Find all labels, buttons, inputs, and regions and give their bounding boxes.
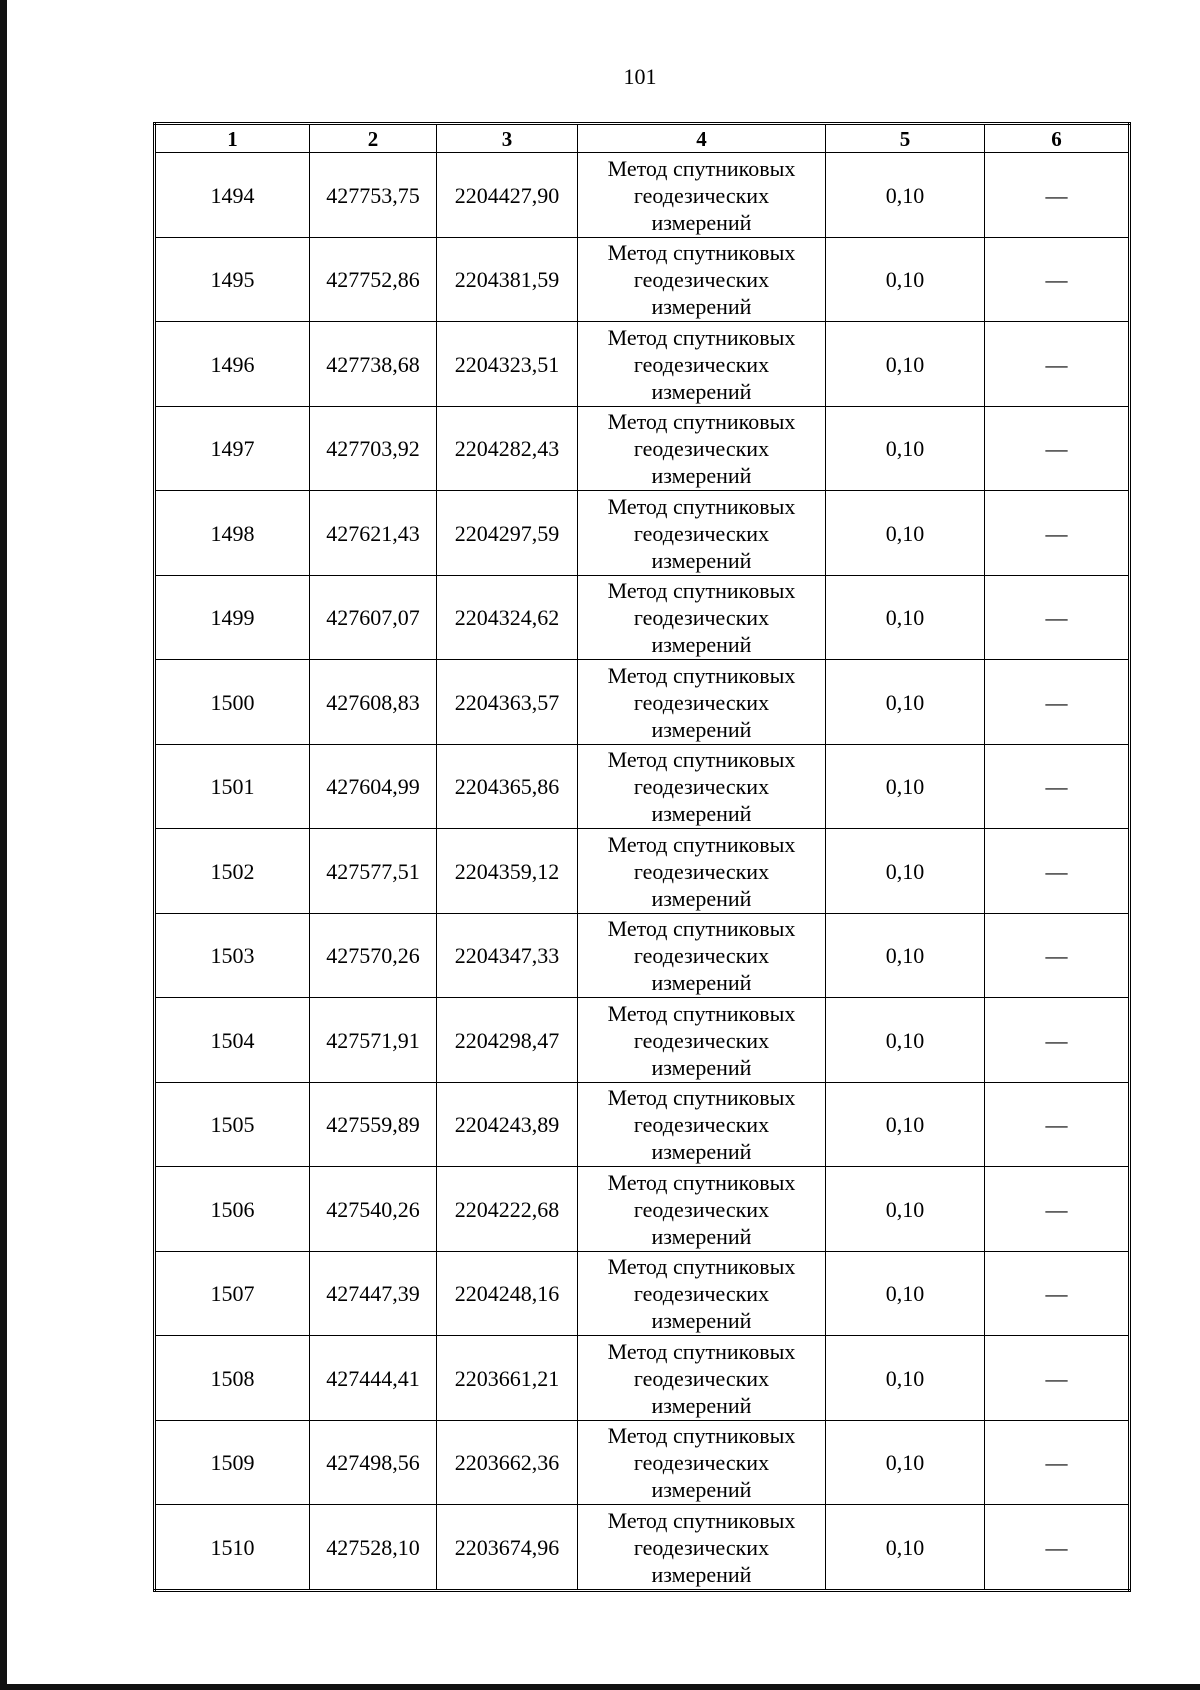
x-coordinate-cell: 427444,41 bbox=[310, 1336, 437, 1421]
note-cell: — bbox=[985, 1505, 1130, 1591]
y-coordinate-cell: 2204324,62 bbox=[437, 576, 578, 660]
x-coordinate-cell: 427577,51 bbox=[310, 829, 437, 914]
accuracy-cell: 0,10 bbox=[826, 829, 985, 914]
page-number: 101 bbox=[623, 64, 657, 89]
table-row bbox=[155, 998, 1130, 1083]
header-cell: 3 bbox=[437, 124, 578, 153]
note-cell: — bbox=[985, 914, 1130, 998]
scan-edge-bottom bbox=[0, 1684, 1200, 1690]
table-row bbox=[155, 660, 1130, 745]
point-number-cell: 1501 bbox=[155, 745, 310, 829]
accuracy-cell: 0,10 bbox=[826, 153, 985, 238]
point-number-cell: 1497 bbox=[155, 407, 310, 491]
method-cell: Метод спутниковых геодезических измерений bbox=[578, 660, 826, 745]
note-cell: — bbox=[985, 322, 1130, 407]
method-cell: Метод спутниковых геодезических измерений bbox=[578, 1083, 826, 1167]
accuracy-cell: 0,10 bbox=[826, 1252, 985, 1336]
method-cell: Метод спутниковых геодезических измерений bbox=[578, 238, 826, 322]
point-number-cell: 1507 bbox=[155, 1252, 310, 1336]
method-cell: Метод спутниковых геодезических измерений bbox=[578, 1167, 826, 1252]
accuracy-cell: 0,10 bbox=[826, 576, 985, 660]
table-row bbox=[155, 1083, 1130, 1167]
accuracy-cell: 0,10 bbox=[826, 745, 985, 829]
point-number-cell: 1510 bbox=[155, 1505, 310, 1591]
note-cell: — bbox=[985, 998, 1130, 1083]
header-cell: 6 bbox=[985, 124, 1130, 153]
method-cell: Метод спутниковых геодезических измерений bbox=[578, 998, 826, 1083]
method-cell: Метод спутниковых геодезических измерений bbox=[578, 1252, 826, 1336]
x-coordinate-cell: 427621,43 bbox=[310, 491, 437, 576]
y-coordinate-cell: 2204248,16 bbox=[437, 1252, 578, 1336]
y-coordinate-cell: 2203662,36 bbox=[437, 1421, 578, 1505]
table-row bbox=[155, 491, 1130, 576]
accuracy-cell: 0,10 bbox=[826, 322, 985, 407]
note-cell: — bbox=[985, 1083, 1130, 1167]
table-row bbox=[155, 1336, 1130, 1421]
table-row bbox=[155, 1505, 1130, 1591]
point-number-cell: 1509 bbox=[155, 1421, 310, 1505]
header-cell: 4 bbox=[578, 124, 826, 153]
x-coordinate-cell: 427753,75 bbox=[310, 153, 437, 238]
note-cell: — bbox=[985, 576, 1130, 660]
x-coordinate-cell: 427570,26 bbox=[310, 914, 437, 998]
y-coordinate-cell: 2204298,47 bbox=[437, 998, 578, 1083]
accuracy-cell: 0,10 bbox=[826, 914, 985, 998]
point-number-cell: 1498 bbox=[155, 491, 310, 576]
point-number-cell: 1500 bbox=[155, 660, 310, 745]
table-row bbox=[155, 576, 1130, 660]
accuracy-cell: 0,10 bbox=[826, 660, 985, 745]
y-coordinate-cell: 2204363,57 bbox=[437, 660, 578, 745]
table-row bbox=[155, 1421, 1130, 1505]
x-coordinate-cell: 427703,92 bbox=[310, 407, 437, 491]
point-number-cell: 1505 bbox=[155, 1083, 310, 1167]
y-coordinate-cell: 2204427,90 bbox=[437, 153, 578, 238]
accuracy-cell: 0,10 bbox=[826, 1505, 985, 1591]
y-coordinate-cell: 2203674,96 bbox=[437, 1505, 578, 1591]
y-coordinate-cell: 2203661,21 bbox=[437, 1336, 578, 1421]
accuracy-cell: 0,10 bbox=[826, 1083, 985, 1167]
y-coordinate-cell: 2204243,89 bbox=[437, 1083, 578, 1167]
y-coordinate-cell: 2204365,86 bbox=[437, 745, 578, 829]
accuracy-cell: 0,10 bbox=[826, 1421, 985, 1505]
method-cell: Метод спутниковых геодезических измерений bbox=[578, 914, 826, 998]
note-cell: — bbox=[985, 1167, 1130, 1252]
y-coordinate-cell: 2204381,59 bbox=[437, 238, 578, 322]
y-coordinate-cell: 2204297,59 bbox=[437, 491, 578, 576]
point-number-cell: 1504 bbox=[155, 998, 310, 1083]
x-coordinate-cell: 427571,91 bbox=[310, 998, 437, 1083]
y-coordinate-cell: 2204347,33 bbox=[437, 914, 578, 998]
accuracy-cell: 0,10 bbox=[826, 491, 985, 576]
point-number-cell: 1503 bbox=[155, 914, 310, 998]
method-cell: Метод спутниковых геодезических измерений bbox=[578, 407, 826, 491]
method-cell: Метод спутниковых геодезических измерений bbox=[578, 153, 826, 238]
header-row bbox=[155, 124, 1130, 153]
accuracy-cell: 0,10 bbox=[826, 1167, 985, 1252]
x-coordinate-cell: 427608,83 bbox=[310, 660, 437, 745]
x-coordinate-cell: 427559,89 bbox=[310, 1083, 437, 1167]
x-coordinate-cell: 427498,56 bbox=[310, 1421, 437, 1505]
table-row bbox=[155, 1167, 1130, 1252]
x-coordinate-cell: 427752,86 bbox=[310, 238, 437, 322]
x-coordinate-cell: 427540,26 bbox=[310, 1167, 437, 1252]
method-cell: Метод спутниковых геодезических измерений bbox=[578, 745, 826, 829]
header-cell: 5 bbox=[826, 124, 985, 153]
point-number-cell: 1508 bbox=[155, 1336, 310, 1421]
note-cell: — bbox=[985, 1421, 1130, 1505]
x-coordinate-cell: 427738,68 bbox=[310, 322, 437, 407]
note-cell: — bbox=[985, 660, 1130, 745]
point-number-cell: 1494 bbox=[155, 153, 310, 238]
note-cell: — bbox=[985, 491, 1130, 576]
y-coordinate-cell: 2204323,51 bbox=[437, 322, 578, 407]
method-cell: Метод спутниковых геодезических измерений bbox=[578, 491, 826, 576]
table-row bbox=[155, 407, 1130, 491]
header-cell: 1 bbox=[155, 124, 310, 153]
table-row bbox=[155, 153, 1130, 238]
point-number-cell: 1495 bbox=[155, 238, 310, 322]
table-row bbox=[155, 238, 1130, 322]
point-number-cell: 1506 bbox=[155, 1167, 310, 1252]
x-coordinate-cell: 427607,07 bbox=[310, 576, 437, 660]
table-row bbox=[155, 745, 1130, 829]
method-cell: Метод спутниковых геодезических измерений bbox=[578, 1336, 826, 1421]
note-cell: — bbox=[985, 745, 1130, 829]
table-row bbox=[155, 1252, 1130, 1336]
accuracy-cell: 0,10 bbox=[826, 407, 985, 491]
method-cell: Метод спутниковых геодезических измерений bbox=[578, 576, 826, 660]
method-cell: Метод спутниковых геодезических измерений bbox=[578, 829, 826, 914]
accuracy-cell: 0,10 bbox=[826, 1336, 985, 1421]
table-body bbox=[155, 153, 1130, 1591]
note-cell: — bbox=[985, 1336, 1130, 1421]
table-row bbox=[155, 914, 1130, 998]
accuracy-cell: 0,10 bbox=[826, 998, 985, 1083]
point-number-cell: 1496 bbox=[155, 322, 310, 407]
accuracy-cell: 0,10 bbox=[826, 238, 985, 322]
note-cell: — bbox=[985, 153, 1130, 238]
x-coordinate-cell: 427528,10 bbox=[310, 1505, 437, 1591]
method-cell: Метод спутниковых геодезических измерений bbox=[578, 322, 826, 407]
y-coordinate-cell: 2204282,43 bbox=[437, 407, 578, 491]
method-cell: Метод спутниковых геодезических измерений bbox=[578, 1421, 826, 1505]
header-cell: 2 bbox=[310, 124, 437, 153]
point-number-cell: 1502 bbox=[155, 829, 310, 914]
note-cell: — bbox=[985, 407, 1130, 491]
scan-edge-left bbox=[0, 0, 7, 1690]
note-cell: — bbox=[985, 1252, 1130, 1336]
y-coordinate-cell: 2204359,12 bbox=[437, 829, 578, 914]
point-number-cell: 1499 bbox=[155, 576, 310, 660]
note-cell: — bbox=[985, 238, 1130, 322]
method-cell: Метод спутниковых геодезических измерений bbox=[578, 1505, 826, 1591]
x-coordinate-cell: 427447,39 bbox=[310, 1252, 437, 1336]
note-cell: — bbox=[985, 829, 1130, 914]
y-coordinate-cell: 2204222,68 bbox=[437, 1167, 578, 1252]
x-coordinate-cell: 427604,99 bbox=[310, 745, 437, 829]
table-row bbox=[155, 829, 1130, 914]
table-row bbox=[155, 322, 1130, 407]
coordinates-table bbox=[153, 122, 1131, 1592]
